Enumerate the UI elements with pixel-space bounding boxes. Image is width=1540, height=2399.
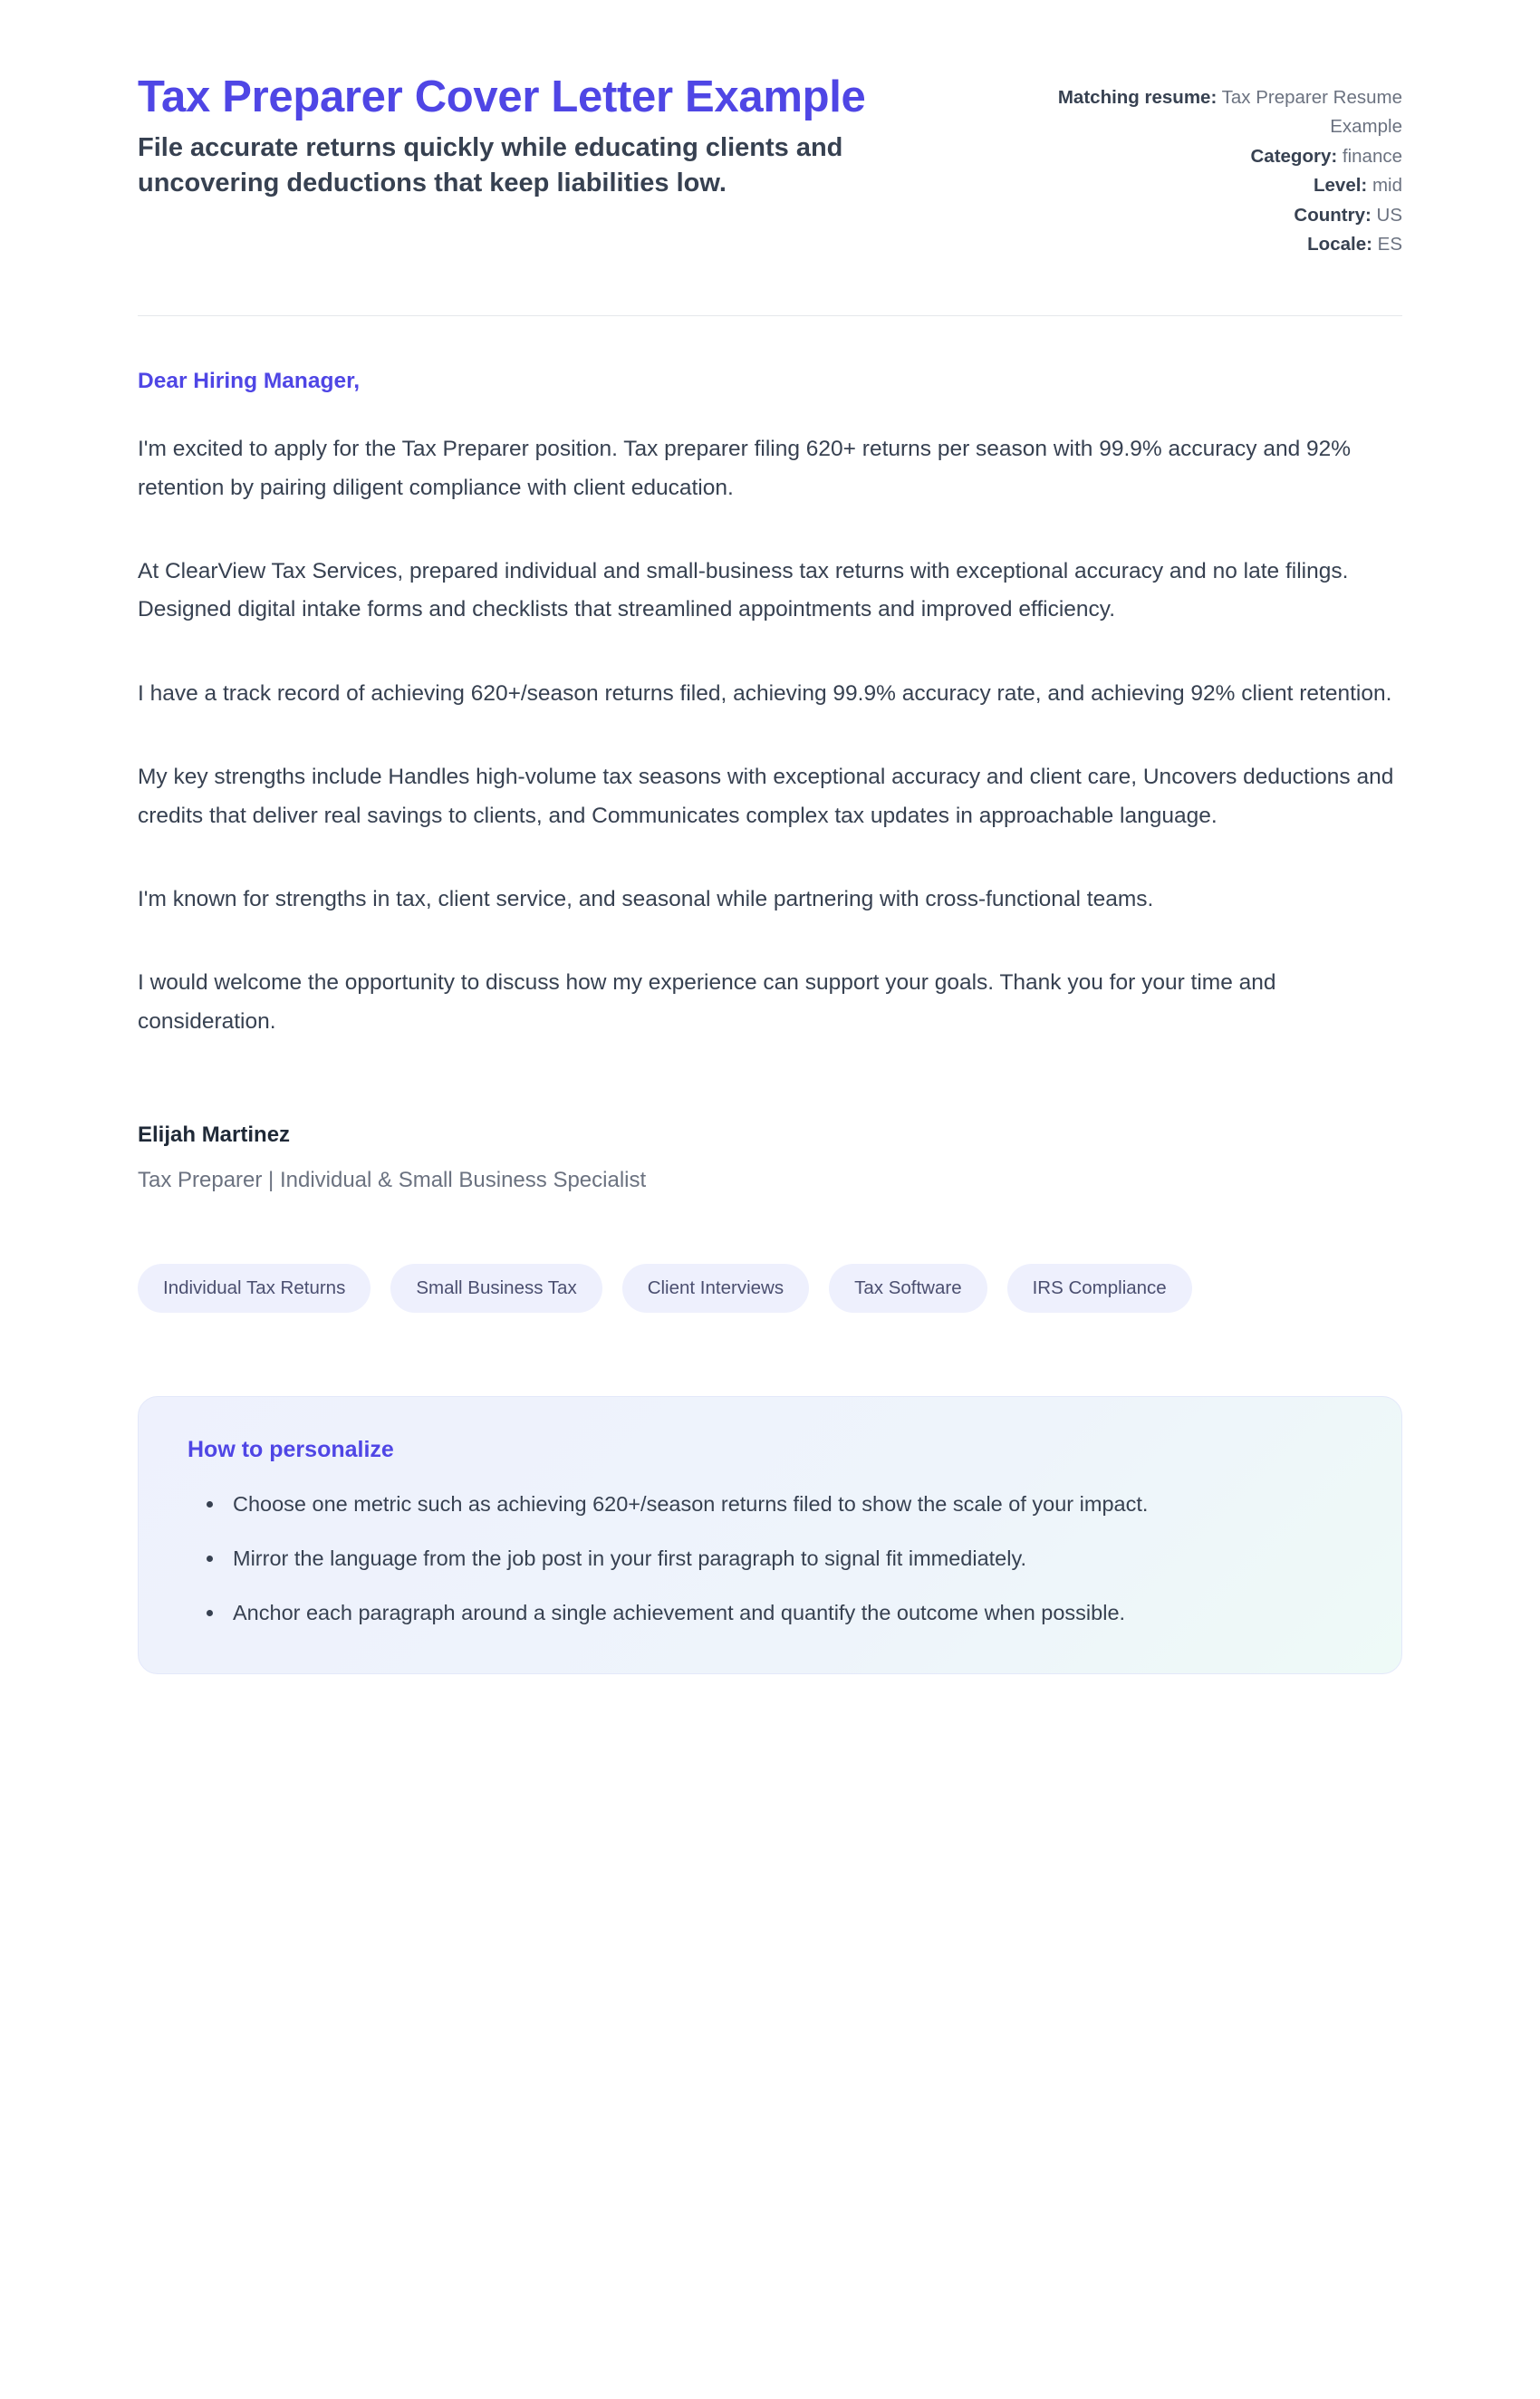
meta-locale	[993, 230, 1402, 259]
meta-level	[993, 171, 1402, 200]
document-metadata	[993, 71, 1402, 259]
letter-paragraph: I would welcome the opportunity to discuss how my experience can support your goals. Thank you for your time and consideration.	[138, 970, 1276, 1034]
skill-chip: Small Business Tax	[390, 1264, 602, 1313]
meta-category-value: finance	[1342, 145, 1402, 167]
letter-paragraph: I'm known for strengths in tax, client service, and seasonal while partnering with cross-functional teams.	[138, 886, 1154, 911]
meta-level-label: Level:	[1314, 175, 1368, 197]
meta-locale-label: Locale:	[1307, 233, 1372, 255]
meta-locale-value: ES	[1377, 233, 1402, 255]
tips-title: How to personalize	[188, 1437, 394, 1462]
meta-country-value: US	[1376, 204, 1402, 226]
signature-name: Elijah Martinez	[138, 1122, 291, 1147]
page-title: Tax Preparer Cover Letter Example	[138, 72, 866, 121]
skill-chip: Individual Tax Returns	[138, 1264, 371, 1313]
meta-matching-resume-label: Matching resume:	[1057, 87, 1218, 108]
letter-paragraph: My key strengths include Handles high-volume tax seasons with exceptional accuracy and client care, Uncovers deductions and credits that deliver real savings to clients, and Communicates complex tax updates in approachable language.	[138, 765, 1394, 828]
page-subtitle: File accurate returns quickly while educating clients and uncovering deductions that keep liabilities low.	[138, 132, 843, 198]
letter-paragraph: I have a track record of achieving 620+/season returns filed, achieving 99.9% accuracy rate, and achieving 92% client retention.	[138, 680, 1392, 706]
letter-salutation: Dear Hiring Manager,	[138, 369, 361, 394]
skill-chip: IRS Compliance	[1007, 1264, 1192, 1313]
meta-matching-resume-value: Tax Preparer Resume Example	[1221, 87, 1402, 138]
skill-chip: Tax Software	[829, 1264, 987, 1313]
meta-category-label: Category:	[1250, 145, 1338, 167]
tips-list	[188, 1487, 1352, 1630]
signature-title: Tax Preparer | Individual & Small Business Specialist	[138, 1168, 647, 1192]
personalize-tips-card	[138, 1396, 1402, 1674]
meta-country	[993, 201, 1402, 230]
meta-level-value: mid	[1372, 175, 1402, 197]
skill-chip: Client Interviews	[622, 1264, 809, 1313]
cover-letter-body	[138, 316, 1402, 1193]
meta-matching-resume	[993, 83, 1402, 142]
meta-country-label: Country:	[1294, 204, 1372, 226]
letter-signature	[138, 1122, 1402, 1193]
meta-category	[993, 142, 1402, 171]
tips-list-item: • Mirror the language from the job post in your first paragraph to signal fit immediately.	[226, 1541, 1352, 1575]
header-text-block	[138, 71, 957, 202]
letter-paragraph: At ClearView Tax Services, prepared individual and small-business tax returns with exceptional accuracy and no late filings. Designed digital intake forms and checklists that streamlined appointments and improved efficiency.	[138, 559, 1349, 622]
letter-paragraph: I'm excited to apply for the Tax Preparer position. Tax preparer filing 620+ returns per season with 99.9% accuracy and 92% retention by pairing diligent compliance with client education.	[138, 437, 1352, 500]
document-header	[138, 71, 1402, 259]
tips-list-item: • Anchor each paragraph around a single achievement and quantify the outcome when possible.	[226, 1595, 1352, 1630]
tips-list-item: • Choose one metric such as achieving 620+/season returns filed to show the scale of your impact.	[226, 1487, 1352, 1521]
skill-chip-list	[138, 1264, 1402, 1313]
